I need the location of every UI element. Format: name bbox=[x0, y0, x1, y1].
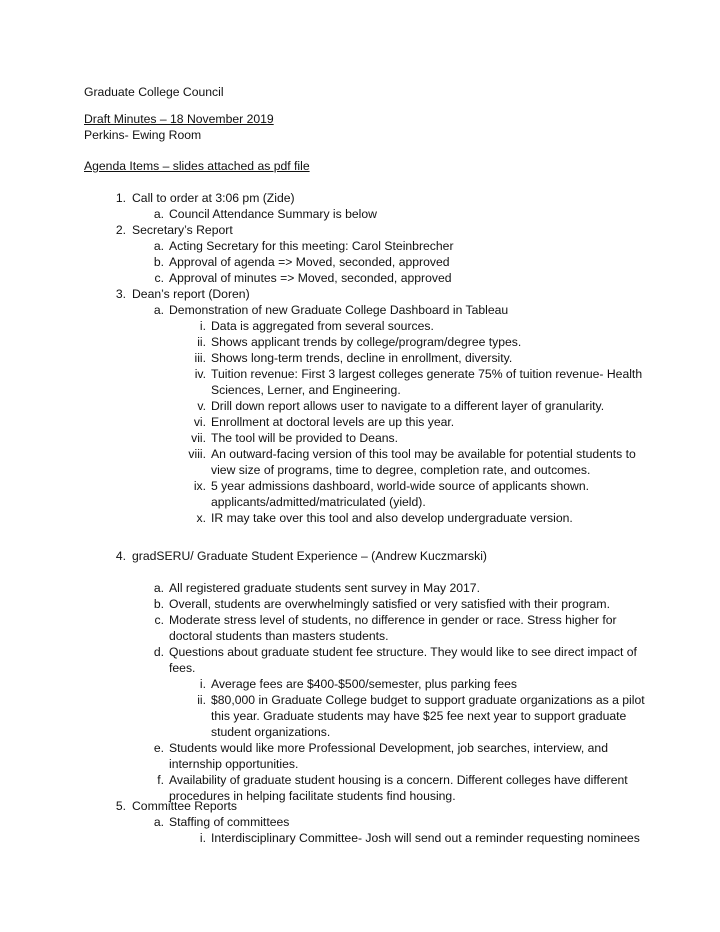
list-item-text: procedures in helping facilitate students find housing. bbox=[169, 789, 456, 803]
list-marker: a. bbox=[153, 303, 164, 317]
agenda-item-title: Committee Reports bbox=[132, 799, 237, 813]
list-item-text: $80,000 in Graduate College budget to support graduate organizations as a pilot bbox=[211, 693, 645, 707]
list-marker: a. bbox=[153, 581, 164, 595]
list-item-text: Data is aggregated from several sources. bbox=[211, 319, 434, 333]
agenda-item-title: Secretary’s Report bbox=[132, 223, 233, 237]
agenda-item-title: Dean’s report (Doren) bbox=[132, 287, 250, 301]
list-marker: b. bbox=[153, 255, 164, 269]
list-item-text: student organizations. bbox=[211, 725, 331, 739]
meeting-location: Perkins- Ewing Room bbox=[84, 128, 202, 142]
list-item-text: Average fees are $400-$500/semester, plus parking fees bbox=[211, 677, 518, 691]
list-marker: x. bbox=[196, 511, 206, 525]
org-title: Graduate College Council bbox=[84, 85, 224, 99]
list-item-text: doctoral students than masters students. bbox=[169, 629, 389, 643]
list-item-text: Shows applicant trends by college/program/degree types. bbox=[211, 335, 522, 349]
list-item-text: Interdisciplinary Committee- Josh will send out a reminder requesting nominees bbox=[211, 831, 640, 845]
list-item-text: applicants/admitted/matriculated (yield). bbox=[211, 495, 426, 509]
list-marker: i. bbox=[199, 319, 206, 333]
list-item-text: Shows long-term trends, decline in enrollment, diversity. bbox=[211, 351, 513, 365]
list-item-text: Approval of agenda => Moved, seconded, approved bbox=[169, 255, 450, 269]
list-marker: d. bbox=[153, 645, 164, 659]
list-item-text: Questions about graduate student fee structure. They would like to see direct impact of bbox=[169, 645, 637, 659]
list-marker: viii. bbox=[188, 447, 206, 461]
agenda-item-number: 4. bbox=[115, 549, 126, 563]
list-marker: b. bbox=[153, 597, 164, 611]
list-item-text: Demonstration of new Graduate College Dashboard in Tableau bbox=[169, 303, 509, 317]
list-item-text: An outward-facing version of this tool may be available for potential students to bbox=[211, 447, 636, 461]
list-marker: iii. bbox=[194, 351, 206, 365]
agenda-item-title: Call to order at 3:06 pm (Zide) bbox=[132, 191, 295, 205]
list-item-text: Council Attendance Summary is below bbox=[169, 207, 377, 221]
list-marker: ii. bbox=[197, 693, 206, 707]
list-marker: a. bbox=[153, 207, 164, 221]
list-marker: c. bbox=[154, 613, 164, 627]
list-item-text: All registered graduate students sent survey in May 2017. bbox=[169, 581, 480, 595]
list-marker: e. bbox=[153, 741, 164, 755]
list-item-text: Students would like more Professional Development, job searches, interview, and bbox=[169, 741, 608, 755]
agenda-item-number: 2. bbox=[115, 223, 126, 237]
agenda-item-number: 1. bbox=[115, 191, 126, 205]
agenda-note: Agenda Items – slides attached as pdf file bbox=[84, 159, 310, 173]
list-item-text: 5 year admissions dashboard, world-wide source of applicants shown. bbox=[211, 479, 590, 493]
list-item-text: Tuition revenue: First 3 largest colleges generate 75% of tuition revenue- Health bbox=[211, 367, 643, 381]
agenda-item-number: 3. bbox=[115, 287, 126, 301]
list-item-text: internship opportunities. bbox=[169, 757, 299, 771]
list-marker: c. bbox=[154, 271, 164, 285]
list-marker: ix. bbox=[193, 479, 206, 493]
minutes-title: Draft Minutes – 18 November 2019 bbox=[84, 112, 274, 126]
list-item-text: Availability of graduate student housing is a concern. Different colleges have different bbox=[169, 773, 628, 787]
list-item-text: Moderate stress level of students, no difference in gender or race. Stress higher for bbox=[169, 613, 617, 627]
list-marker: f. bbox=[157, 773, 164, 787]
list-marker: a. bbox=[153, 239, 164, 253]
list-item-text: The tool will be provided to Deans. bbox=[211, 431, 398, 445]
list-item-text: Acting Secretary for this meeting: Carol Steinbrecher bbox=[169, 239, 454, 253]
list-item-text: Overall, students are overwhelmingly satisfied or very satisfied with their program. bbox=[169, 597, 610, 611]
list-marker: iv. bbox=[194, 367, 206, 381]
agenda-item-number: 5. bbox=[115, 799, 126, 813]
list-marker: vi. bbox=[193, 415, 206, 429]
list-item-text: Drill down report allows user to navigate to a different layer of granularity. bbox=[211, 399, 605, 413]
list-item-text: view size of programs, time to degree, completion rate, and outcomes. bbox=[211, 463, 591, 477]
list-marker: i. bbox=[199, 677, 206, 691]
agenda-item-title: gradSERU/ Graduate Student Experience – (Andrew Kuczmarski) bbox=[132, 549, 487, 563]
list-item-text: Staffing of committees bbox=[169, 815, 290, 829]
list-marker: vii. bbox=[191, 431, 206, 445]
list-marker: a. bbox=[153, 815, 164, 829]
list-item-text: this year. Graduate students may have $25 fee next year to support graduate bbox=[211, 709, 627, 723]
list-item-text: Enrollment at doctoral levels are up this year. bbox=[211, 415, 455, 429]
list-item-text: Sciences, Lerner, and Engineering. bbox=[211, 383, 401, 397]
list-item-text: Approval of minutes => Moved, seconded, approved bbox=[169, 271, 452, 285]
list-marker: ii. bbox=[197, 335, 206, 349]
list-marker: v. bbox=[197, 399, 206, 413]
list-marker: i. bbox=[199, 831, 206, 845]
list-item-text: IR may take over this tool and also develop undergraduate version. bbox=[211, 511, 573, 525]
list-item-text: fees. bbox=[169, 661, 196, 675]
